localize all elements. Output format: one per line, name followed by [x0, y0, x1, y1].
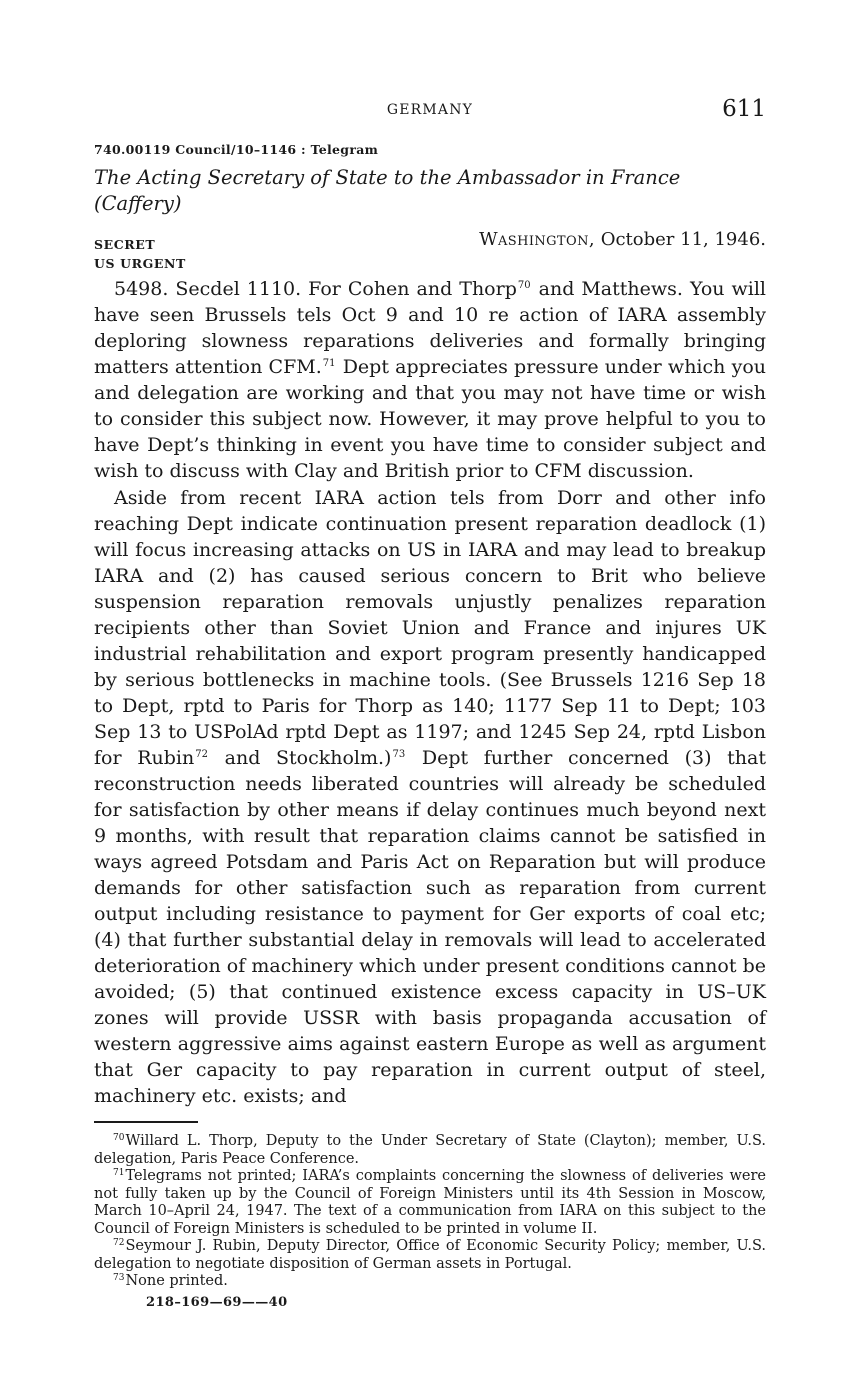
body-paragraph-2	[94, 485, 766, 1109]
classification-dateline-row	[94, 229, 766, 255]
document-title: The Acting Secretary of State to the Ambassador in France (Caffery)	[94, 166, 681, 215]
p2-text-a: Aside from recent IARA action tels from Dorr and other info reaching Dept indicate continuation present reparation deadlock (1) will focus increasing attacks on US in IARA and may lead to breakup IARA and (2) has caused serious concern to Brit who believe suspension reparation removals unjustly penalizes reparation recipients other than Soviet Union and France and injures UK industrial rehabilitation and export program presently handicapped by serious bottlenecks in machine tools. (See Brussels 1216 Sep 18 to Dept, rptd to Paris for Thorp as 140; 1177 Sep 11 to Dept; 103 Sep 13 to USPolAd rptd Dept as 1197; and 1245 Sep 24, rptd Lisbon for Rubin	[94, 487, 766, 769]
running-title: GERMANY	[386, 102, 474, 118]
footnote-text: None printed.	[125, 1273, 228, 1289]
page-number: 611	[722, 96, 766, 122]
footnote-text: Telegrams not printed; IARA’s complaints concerning the slowness of deliveries were not fully taken up by the Council of Foreign Ministers until its 4th Session in Moscow, March 10–April 24, 1947. The text of a communication from IARA on this subject to the Council of Foreign Ministers is scheduled to be printed in volume II.	[94, 1168, 766, 1237]
footnote-number: 71	[113, 1168, 125, 1178]
printer-code: 218–169—69——40	[146, 1294, 288, 1310]
p1-text-b: and Matthews. You will have seen Brussels tels Oct 9 and 10 re action of IARA assembly deploring slowness reparations deliveries and formally bringing matters attention CFM.	[94, 278, 767, 378]
file-reference: 740.00119 Council/10–1146 : Telegram	[94, 142, 379, 157]
document-page	[94, 96, 766, 1310]
footnote-ref-71: 71	[322, 358, 336, 369]
urgency-label: US URGENT	[94, 256, 186, 271]
footnote-number: 70	[113, 1133, 125, 1143]
dateline	[479, 229, 766, 250]
p2-text-b: and Stockholm.)	[224, 747, 392, 769]
footnotes	[94, 1133, 766, 1291]
p2-text-c: Dept further concerned (3) that reconstruction needs liberated countries will already be scheduled for satisfaction by other means if delay continues much beyond next 9 months, with result that reparation claims cannot be satisfied in ways agreed Potsdam and Paris Act on Reparation but will produce demands for other satisfaction such as reparation from current output including resistance to payment for Ger exports of coal etc; (4) that further substantial delay in removals will lead to accelerated deterioration of machinery which under present conditions cannot be avoided; (5) that continued existence excess capacity in US–UK zones will provide USSR with basis propaganda accusation of western aggressive aims against eastern Europe as well as argument that Ger capacity to pay reparation in current output of steel, machinery etc. exists; and	[94, 747, 766, 1107]
footnote-ref-72: 72	[195, 749, 208, 760]
footnote-ref-73: 73	[392, 749, 406, 760]
dateline-place: Washington,	[479, 229, 595, 250]
footnote-number: 72	[113, 1238, 125, 1248]
classification-label: SECRET	[94, 237, 156, 252]
footnote-73	[94, 1273, 766, 1291]
running-header	[94, 96, 766, 130]
body-paragraph-1	[94, 276, 766, 484]
footnote-71	[94, 1168, 766, 1238]
dateline-date: October 11, 1946.	[600, 229, 766, 250]
footnote-number: 73	[113, 1273, 125, 1283]
footnote-text: Willard L. Thorp, Deputy to the Under Secretary of State (Clayton); member, U.S. delegation, Paris Peace Conference.	[94, 1133, 766, 1167]
footnote-ref-70: 70	[517, 280, 531, 291]
footnote-70	[94, 1133, 766, 1168]
footnote-72	[94, 1238, 766, 1273]
p1-text-a: 5498. Secdel 1110. For Cohen and Thorp	[114, 278, 517, 300]
p1-text-c: Dept appreciates pressure under which you and delegation are working and that you may not have time or wish to consider this subject now. However, it may prove helpful to you to have Dept’s thinking in event you have time to consider subject and wish to discuss with Clay and British prior to CFM discussion.	[94, 356, 766, 482]
footnote-divider	[94, 1121, 198, 1123]
footnote-text: Seymour J. Rubin, Deputy Director, Office of Economic Security Policy; member, U.S. delegation to negotiate disposition of German assets in Portugal.	[94, 1238, 766, 1272]
